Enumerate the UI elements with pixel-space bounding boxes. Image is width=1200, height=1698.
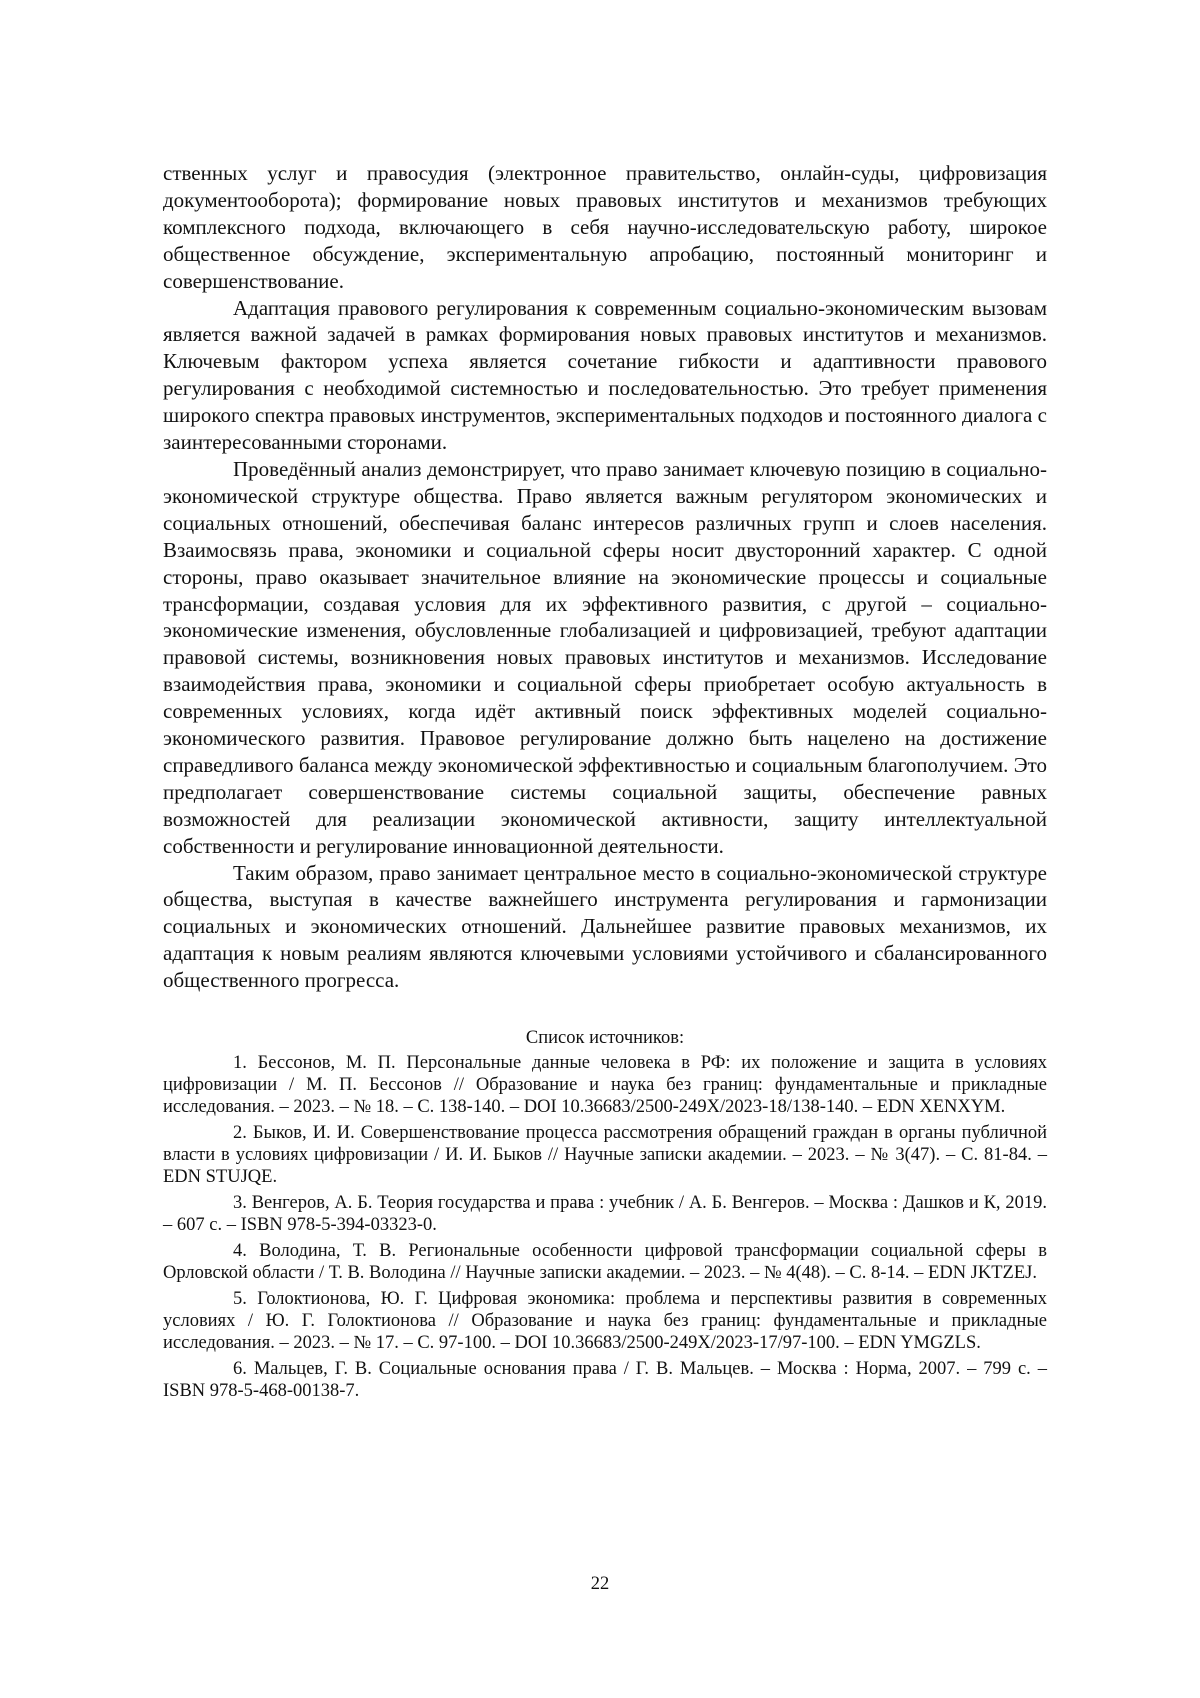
reference-item: 1. Бессонов, М. П. Персональные данные человека в РФ: их положение и защита в условиях цифровизации / М. П. Бессонов // Образование и наука без границ: фундаментальные и прикладные исследования. – 2023. – № 18. – С. 138-140. – DOI 10.36683/2500-249X/2023-18/138-140. – EDN XENXYM. — [163, 1052, 1047, 1118]
reference-item: 6. Мальцев, Г. В. Социальные основания права / Г. В. Мальцев. – Москва : Норма, 2007. – 799 с. – ISBN 978-5-468-00138-7. — [163, 1358, 1047, 1402]
paragraph-adaptation: Адаптация правового регулирования к современным социально-экономическим вызовам является важной задачей в рамках формирования новых правовых институтов и механизмов. Ключевым фактором успеха является сочетание гибкости и адаптивности правового регулирования с необходимой системностью и последовательностью. Это требует применения широкого спектра правовых инструментов, экспериментальных подходов и постоянного диалога с заинтересованными сторонами. — [163, 295, 1047, 456]
document-page — [163, 160, 1047, 1406]
reference-item: 2. Быков, И. И. Совершенствование процесса рассмотрения обращений граждан в органы публичной власти в условиях цифровизации / И. И. Быков // Научные записки академии. – 2023. – № 3(47). – С. 81-84. – EDN STUJQE. — [163, 1122, 1047, 1188]
page-number: 22 — [0, 1572, 1200, 1596]
reference-item: 4. Володина, Т. В. Региональные особенности цифровой трансформации социальной сферы в Орловской области / Т. В. Володина // Научные записки академии. – 2023. – № 4(48). – С. 8-14. – EDN JKTZEJ. — [163, 1240, 1047, 1284]
references-list — [163, 1052, 1047, 1402]
body-text — [163, 160, 1047, 994]
references-title: Список источников: — [163, 1026, 1047, 1050]
paragraph-analysis: Проведённый анализ демонстрирует, что право занимает ключевую позицию в социально-экономической структуре общества. Право является важным регулятором экономических и социальных отношений, обеспечивая баланс интересов различных групп и слоев населения. Взаимосвязь права, экономики и социальной сферы носит двусторонний характер. С одной стороны, право оказывает значительное влияние на экономические процессы и социальные трансформации, создавая условия для их эффективного развития, с другой – социально-экономические изменения, обусловленные глобализацией и цифровизацией, требуют адаптации правовой системы, возникновения новых правовых институтов и механизмов. Исследование взаимодействия права, экономики и социальной сферы приобретает особую актуальность в современных условиях, когда идёт активный поиск эффективных моделей социально-экономического развития. Правовое регулирование должно быть нацелено на достижение справедливого баланса между экономической эффективностью и социальным благополучием. Это предполагает совершенствование системы социальной защиты, обеспечение равных возможностей для реализации экономической активности, защиту интеллектуальной собственности и регулирование инновационной деятельности. — [163, 456, 1047, 860]
paragraph-conclusion: Таким образом, право занимает центральное место в социально-экономической структуре общества, выступая в качестве важнейшего инструмента регулирования и гармонизации социальных и экономических отношений. Дальнейшее развитие правовых механизмов, их адаптация к новым реалиям являются ключевыми условиями устойчивого и сбалансированного общественного прогресса. — [163, 860, 1047, 995]
reference-item: 3. Венгеров, А. Б. Теория государства и права : учебник / А. Б. Венгеров. – Москва : Дашков и К, 2019. – 607 с. – ISBN 978-5-394-03323-0. — [163, 1192, 1047, 1236]
references-section — [163, 1026, 1047, 1402]
reference-item: 5. Голоктионова, Ю. Г. Цифровая экономика: проблема и перспективы развития в современных условиях / Ю. Г. Голоктионова // Образование и наука без границ: фундаментальные и прикладные исследования. – 2023. – № 17. – С. 97-100. – DOI 10.36683/2500-249X/2023-17/97-100. – EDN YMGZLS. — [163, 1288, 1047, 1354]
paragraph-continuation: ственных услуг и правосудия (электронное правительство, онлайн-суды, цифровизация документооборота); формирование новых правовых институтов и механизмов требующих комплексного подхода, включающего в себя научно-исследовательскую работу, широкое общественное обсуждение, экспериментальную апробацию, постоянный мониторинг и совершенствование. — [163, 160, 1047, 295]
